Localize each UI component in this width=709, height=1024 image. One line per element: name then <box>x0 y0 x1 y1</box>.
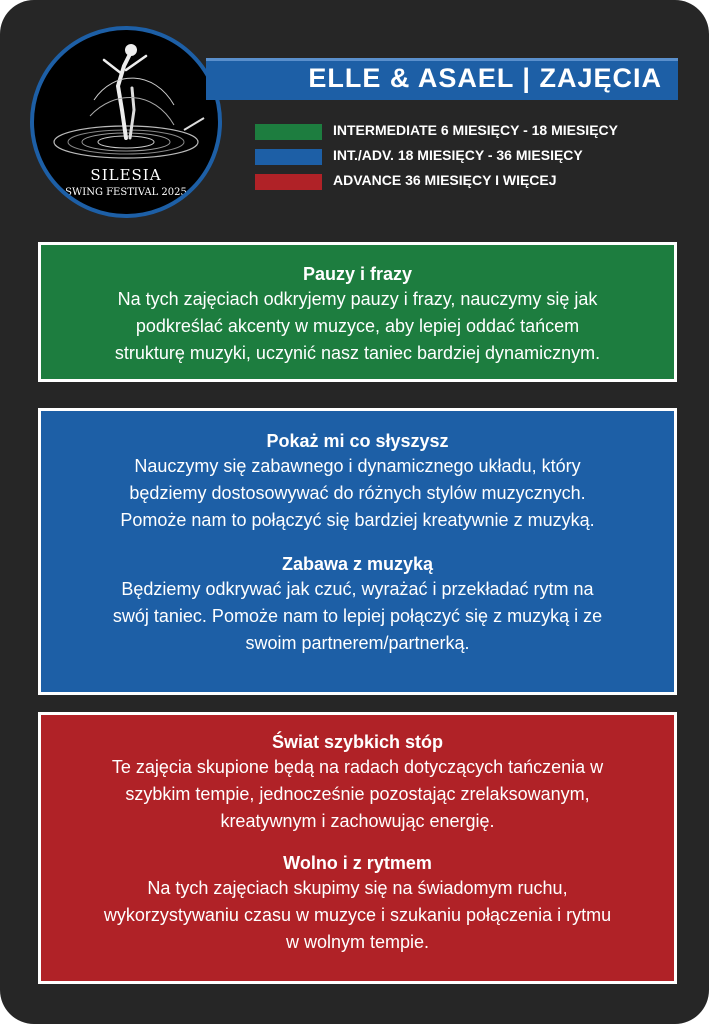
description-line: swoim partnerem/partnerką. <box>245 633 470 653</box>
legend-label: INTERMEDIATE 6 MIESIĘCY - 18 MIESIĘCY <box>333 122 618 138</box>
description-line: Nauczymy się zabawnego i dynamicznego układu, który <box>134 456 581 476</box>
class-title: Wolno i z rytmem <box>283 853 432 873</box>
legend-label: ADVANCE 36 MIESIĘCY I WIĘCEJ <box>333 172 557 188</box>
title-banner <box>206 58 678 100</box>
page-title: ELLE & ASAEL | ZAJĘCIA <box>308 63 662 93</box>
description-line: w wolnym tempie. <box>285 932 430 952</box>
description-line: strukturę muzyki, uczynić nasz taniec bardziej dynamicznym. <box>114 343 601 363</box>
class-description <box>41 286 674 367</box>
description-line: swój taniec. Pomoże nam to lepiej połączyć się z muzyką i ze <box>112 606 603 626</box>
legend-swatch-red <box>255 174 322 190</box>
class-description <box>41 453 674 534</box>
int-adv-class-box <box>38 408 677 695</box>
legend-swatch-blue <box>255 149 322 165</box>
intermediate-class-box <box>38 242 677 382</box>
legend-swatch-green <box>255 124 322 140</box>
description-line: Będziemy odkrywać jak czuć, wyrażać i przekładać rytm na <box>121 579 594 599</box>
logo-subtitle: SWING FESTIVAL 2025 <box>65 187 187 198</box>
class-title: Zabawa z muzyką <box>281 554 434 574</box>
description-line: Te zajęcia skupione będą na radach dotyczących tańczenia w <box>111 757 604 777</box>
description-line: szybkim tempie, jednocześnie pozostając zrelaksowanym, <box>125 784 590 804</box>
description-line: Na tych zajęciach skupimy się na świadomym ruchu, <box>147 878 568 898</box>
advance-class-box <box>38 712 677 984</box>
description-line: wykorzystywaniu czasu w muzyce i szukaniu połączenia i rytmu <box>103 905 612 925</box>
logo-title: SILESIA <box>90 166 162 184</box>
class-title: Pauzy i frazy <box>302 264 413 284</box>
class-title: Świat szybkich stóp <box>271 732 444 752</box>
class-description <box>41 754 674 835</box>
class-description <box>41 576 674 657</box>
description-line: Pomoże nam to połączyć się bardziej kreatywnie z muzyką. <box>120 510 595 530</box>
description-line: Na tych zajęciach odkryjemy pauzy i frazy, nauczymy się jak <box>117 289 598 309</box>
festival-logo <box>30 26 222 218</box>
description-line: będziemy dostosowywać do różnych stylów muzycznych. <box>129 483 586 503</box>
description-line: kreatywnym i zachowując energię. <box>220 811 495 831</box>
class-title: Pokaż mi co słyszysz <box>266 431 449 451</box>
class-description <box>41 875 674 956</box>
legend-label: INT./ADV. 18 MIESIĘCY - 36 MIESIĘCY <box>333 147 583 163</box>
description-line: podkreślać akcenty w muzyce, aby lepiej oddać tańcem <box>135 316 580 336</box>
